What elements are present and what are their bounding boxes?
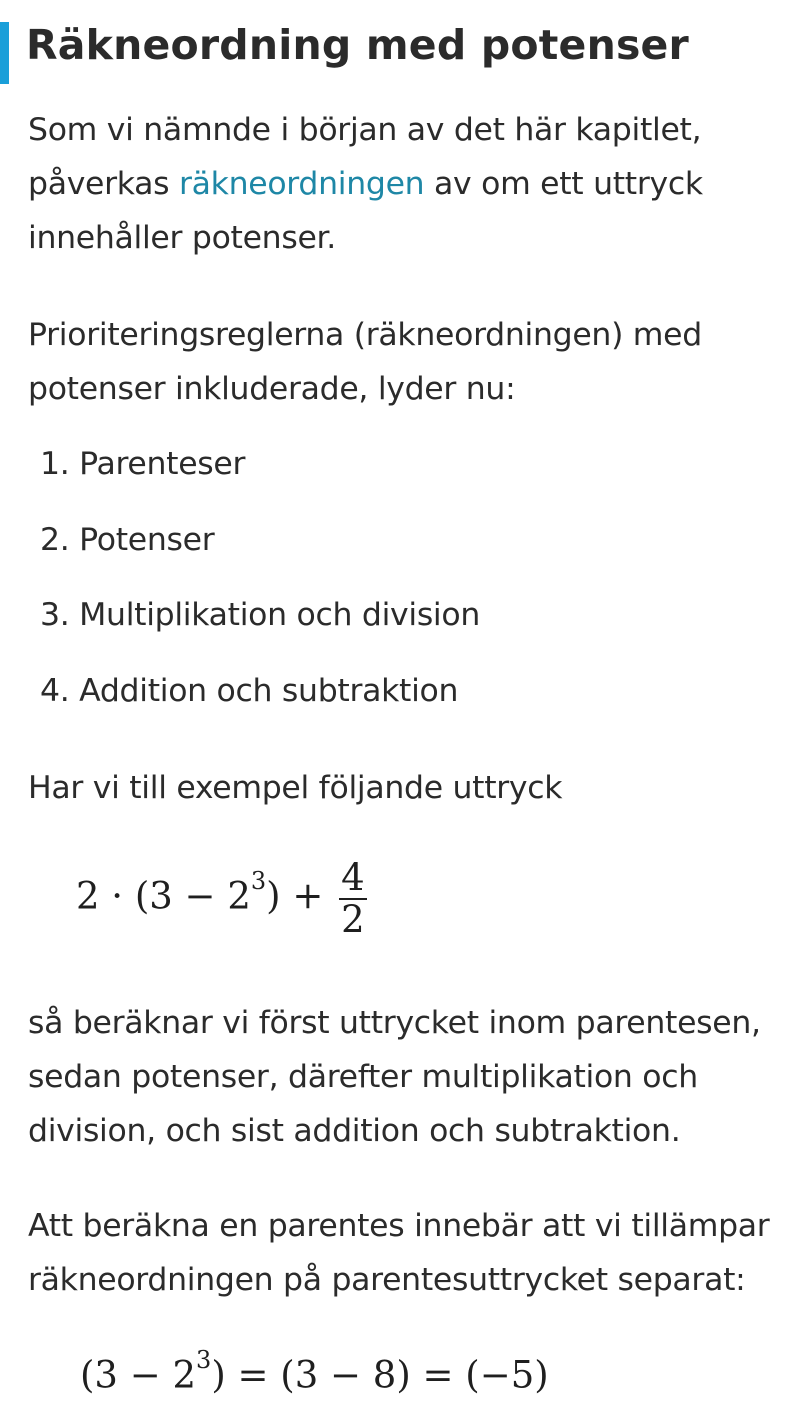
intro-text-end: av om ett uttryck innehåller potenser. <box>28 166 703 256</box>
parenthesis-intro-paragraph: Att beräkna en parentes innebär att vi tillämpar räkneordningen på parentesuttrycket separat: <box>28 1208 770 1298</box>
rule-item: 1. Parenteser <box>40 446 246 482</box>
example-intro-paragraph: Har vi till exempel följande uttryck <box>28 770 563 806</box>
rule-item: 3. Multiplikation och division <box>40 597 481 633</box>
intro-text-start: Som vi nämnde i början av det här kapitlet, påverkas <box>28 112 702 202</box>
order-of-operations-link[interactable]: räkneordningen <box>179 166 425 202</box>
fraction-numerator: 4 <box>341 856 365 899</box>
parenthesis-evaluation <box>80 1346 549 1397</box>
expression-exponent: 3 <box>250 867 267 896</box>
heading-accent-bar <box>0 22 9 84</box>
parenthesis-exponent: 3 <box>196 1346 212 1374</box>
rules-intro-paragraph: Prioriteringsreglerna (räkneordningen) med potenser inkluderade, lyder nu: <box>28 317 702 407</box>
priority-rules-list <box>40 437 480 739</box>
expression-after: ) + <box>266 874 336 918</box>
intro-paragraph <box>28 103 798 265</box>
fraction-denominator: 2 <box>341 898 365 941</box>
explanation-paragraph: så beräknar vi först uttrycket inom parentesen, sedan potenser, därefter multiplikation och division, och sist addition och subtraktion. <box>28 1005 761 1149</box>
expression-before: 2 · (3 − 2 <box>76 874 251 918</box>
parenthesis-before: (3 − 2 <box>80 1353 197 1397</box>
rule-item: 4. Addition och subtraktion <box>40 672 459 709</box>
section-heading <box>0 14 800 82</box>
page-title: Räkneordning med potenser <box>26 21 689 69</box>
example-expression <box>76 858 367 940</box>
rule-item: 2. Potenser <box>40 521 215 558</box>
fraction <box>339 858 367 940</box>
parenthesis-after: ) = (3 − 8) = (−5) <box>211 1353 549 1397</box>
